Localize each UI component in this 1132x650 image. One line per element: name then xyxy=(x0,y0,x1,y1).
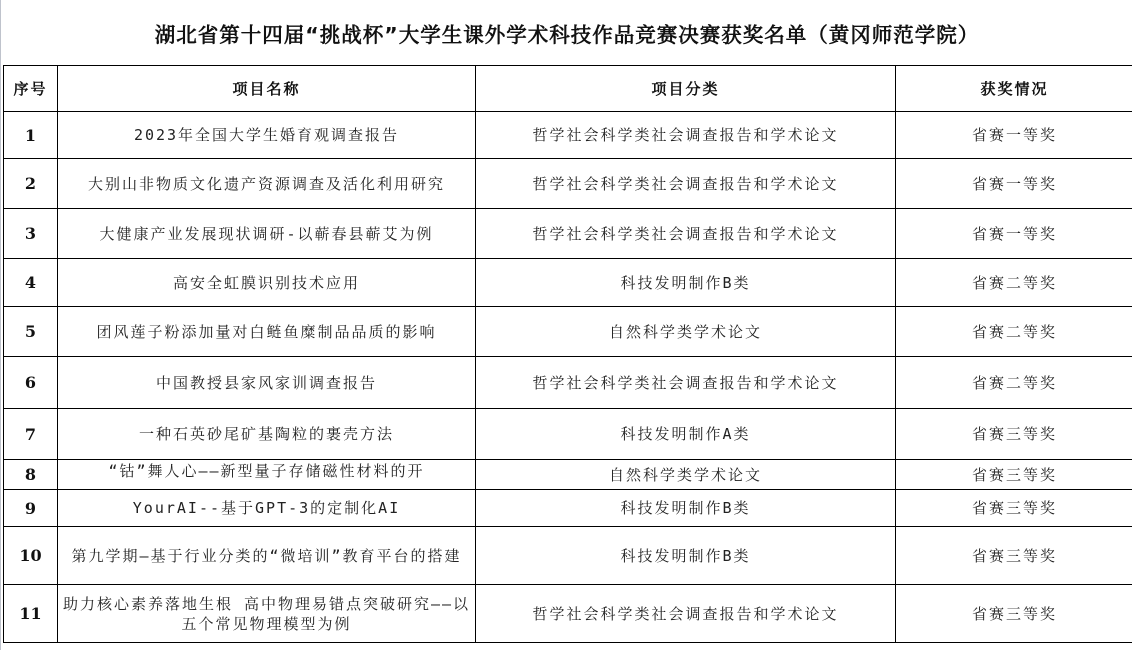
award-level: 省赛三等奖 xyxy=(896,409,1132,460)
row-number: 4 xyxy=(4,259,58,307)
project-name: 助力核心素养落地生根 高中物理易错点突破研究——以五个常见物理模型为例 xyxy=(58,585,476,643)
row-number: 6 xyxy=(4,357,58,409)
project-name: 大健康产业发展现状调研-以蕲春县蕲艾为例 xyxy=(58,209,476,259)
header-no: 序号 xyxy=(4,66,58,112)
header-row xyxy=(4,66,1132,112)
award-level: 省赛三等奖 xyxy=(896,585,1132,643)
row-number: 7 xyxy=(4,409,58,460)
header-category: 项目分类 xyxy=(476,66,896,112)
project-name: YourAI--基于GPT-3的定制化AI xyxy=(58,490,476,527)
table-row xyxy=(4,307,1132,357)
row-number: 3 xyxy=(4,209,58,259)
project-name: 大别山非物质文化遗产资源调查及活化利用研究 xyxy=(58,159,476,209)
row-number: 10 xyxy=(4,527,58,585)
title-row xyxy=(1,0,1132,65)
project-category: 哲学社会科学类社会调查报告和学术论文 xyxy=(476,357,896,409)
project-category: 科技发明制作B类 xyxy=(476,490,896,527)
row-number: 9 xyxy=(4,490,58,527)
award-level: 省赛三等奖 xyxy=(896,527,1132,585)
award-level: 省赛三等奖 xyxy=(896,490,1132,527)
row-number: 2 xyxy=(4,159,58,209)
table-row xyxy=(4,357,1132,409)
award-level: 省赛二等奖 xyxy=(896,357,1132,409)
project-category: 哲学社会科学类社会调查报告和学术论文 xyxy=(476,159,896,209)
project-category: 科技发明制作B类 xyxy=(476,527,896,585)
table-row xyxy=(4,209,1132,259)
header-name: 项目名称 xyxy=(58,66,476,112)
project-category: 哲学社会科学类社会调查报告和学术论文 xyxy=(476,112,896,159)
table-row xyxy=(4,490,1132,527)
award-level: 省赛二等奖 xyxy=(896,307,1132,357)
project-name: 中国教授县家风家训调查报告 xyxy=(58,357,476,409)
project-category: 科技发明制作B类 xyxy=(476,259,896,307)
project-name-text: “钴”舞人心——新型量子存储磁性材料的开 xyxy=(108,461,425,480)
table-row xyxy=(4,409,1132,460)
table-row xyxy=(4,112,1132,159)
project-name: 高安全虹膜识别技术应用 xyxy=(58,259,476,307)
table-row xyxy=(4,460,1132,490)
award-level: 省赛一等奖 xyxy=(896,112,1132,159)
awards-table xyxy=(3,65,1132,643)
project-name: 2023年全国大学生婚育观调查报告 xyxy=(58,112,476,159)
project-category: 哲学社会科学类社会调查报告和学术论文 xyxy=(476,585,896,643)
award-level: 省赛一等奖 xyxy=(896,159,1132,209)
row-number: 1 xyxy=(4,112,58,159)
header-award: 获奖情况 xyxy=(896,66,1132,112)
award-level: 省赛一等奖 xyxy=(896,209,1132,259)
document-title: 湖北省第十四届“挑战杯”大学生课外学术科技作品竞赛决赛获奖名单（黄冈师范学院） xyxy=(154,22,980,47)
award-level: 省赛二等奖 xyxy=(896,259,1132,307)
row-number: 5 xyxy=(4,307,58,357)
project-category: 哲学社会科学类社会调查报告和学术论文 xyxy=(476,209,896,259)
table-row xyxy=(4,527,1132,585)
row-number: 11 xyxy=(4,585,58,643)
project-category: 科技发明制作A类 xyxy=(476,409,896,460)
project-name xyxy=(58,460,476,490)
row-number: 8 xyxy=(4,460,58,490)
table-row xyxy=(4,585,1132,643)
project-category: 自然科学类学术论文 xyxy=(476,307,896,357)
table-row xyxy=(4,259,1132,307)
project-category: 自然科学类学术论文 xyxy=(476,460,896,490)
project-name: 团风莲子粉添加量对白鲢鱼糜制品品质的影响 xyxy=(58,307,476,357)
award-level: 省赛三等奖 xyxy=(896,460,1132,490)
project-name: 一种石英砂尾矿基陶粒的裹壳方法 xyxy=(58,409,476,460)
project-name: 第九学期—基于行业分类的“微培训”教育平台的搭建 xyxy=(58,527,476,585)
table-row xyxy=(4,159,1132,209)
